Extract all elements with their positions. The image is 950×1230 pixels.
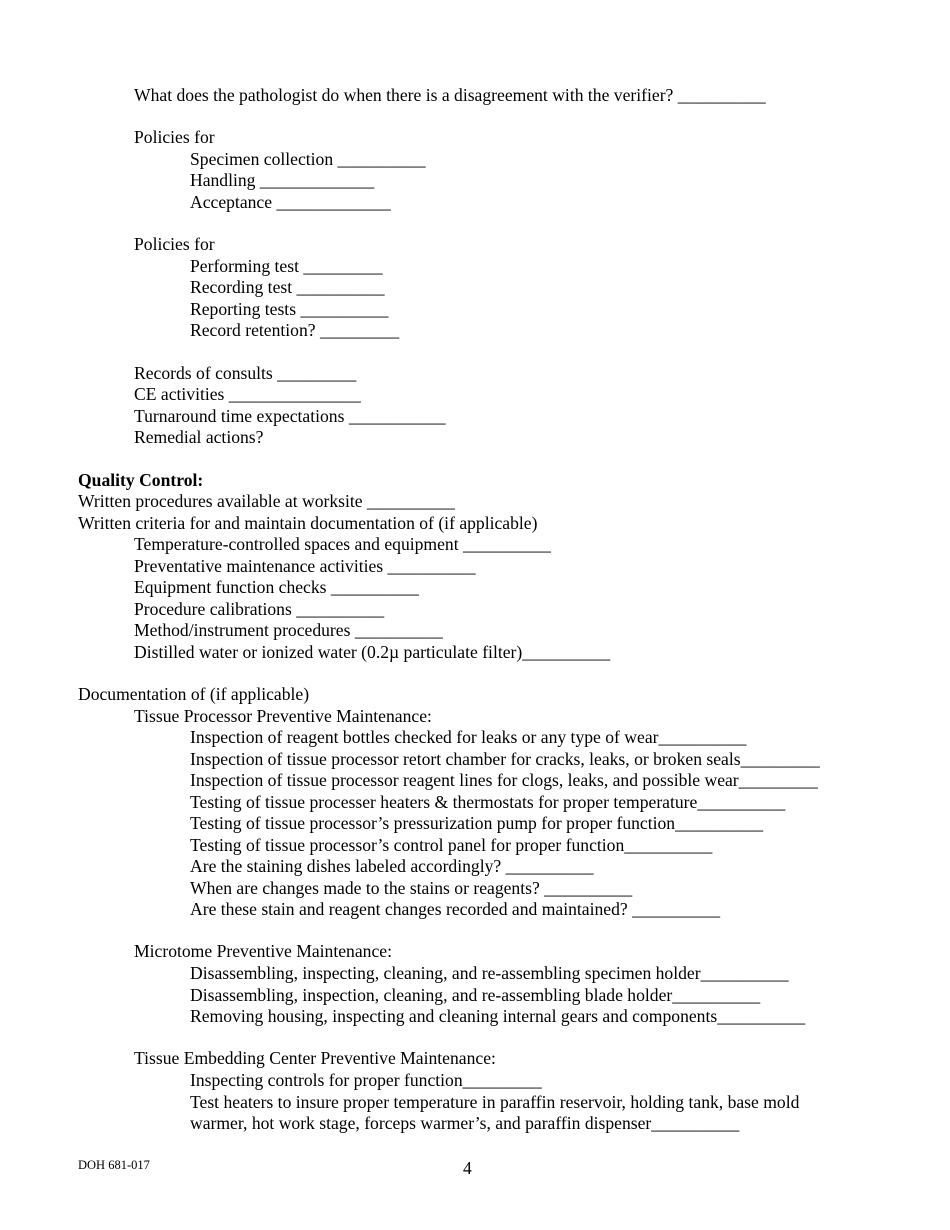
item-control-panel: Testing of tissue processor’s control panel for proper function__________ bbox=[190, 835, 713, 855]
heading-documentation: Documentation of (if applicable) bbox=[78, 684, 310, 704]
item-written-criteria: Written criteria for and maintain documentation of (if applicable) bbox=[78, 513, 538, 533]
item-remedial-actions: Remedial actions? bbox=[134, 427, 264, 447]
item-reporting-tests: Reporting tests __________ bbox=[190, 299, 389, 319]
item-recording-test: Recording test __________ bbox=[190, 277, 385, 297]
item-reagent-bottles: Inspection of reagent bottles checked for leaks or any type of wear__________ bbox=[190, 727, 747, 747]
page-number: 4 bbox=[463, 1158, 472, 1178]
item-turnaround-time: Turnaround time expectations ___________ bbox=[134, 406, 446, 426]
item-ce-activities: CE activities _______________ bbox=[134, 384, 361, 404]
heading-tissue-processor: Tissue Processor Preventive Maintenance: bbox=[134, 706, 432, 726]
item-records-of-consults: Records of consults _________ bbox=[134, 363, 357, 383]
item-staining-dishes: Are the staining dishes labeled accordingly? __________ bbox=[190, 856, 594, 876]
item-specimen-holder: Disassembling, inspecting, cleaning, and re-assembling specimen holder__________ bbox=[190, 963, 789, 983]
item-test-heaters: Test heaters to insure proper temperature in paraffin reservoir, holding tank, base mold bbox=[190, 1092, 800, 1112]
item-blade-holder: Disassembling, inspection, cleaning, and re-assembling blade holder__________ bbox=[190, 985, 761, 1005]
item-method-instrument-procedures: Method/instrument procedures __________ bbox=[134, 620, 443, 640]
item-acceptance: Acceptance _____________ bbox=[190, 192, 391, 212]
item-retort-chamber: Inspection of tissue processor retort chamber for cracks, leaks, or broken seals_________ bbox=[190, 749, 820, 769]
item-written-procedures: Written procedures available at worksite __________ bbox=[78, 491, 455, 511]
form-code: DOH 681-017 bbox=[78, 1158, 150, 1172]
item-handling: Handling _____________ bbox=[190, 170, 375, 190]
item-distilled-water: Distilled water or ionized water (0.2µ particulate filter)__________ bbox=[134, 642, 611, 662]
item-removing-housing: Removing housing, inspecting and cleaning internal gears and components__________ bbox=[190, 1006, 806, 1026]
heading-embedding-center: Tissue Embedding Center Preventive Maintenance: bbox=[134, 1048, 496, 1068]
item-inspecting-controls: Inspecting controls for proper function_________ bbox=[190, 1070, 542, 1090]
section-title-quality-control: Quality Control: bbox=[78, 470, 204, 490]
item-record-retention: Record retention? _________ bbox=[190, 320, 400, 340]
item-specimen-collection: Specimen collection __________ bbox=[190, 149, 426, 169]
item-pressurization-pump: Testing of tissue processor’s pressurization pump for proper function__________ bbox=[190, 813, 764, 833]
item-performing-test: Performing test _________ bbox=[190, 256, 383, 276]
item-reagent-lines: Inspection of tissue processor reagent lines for clogs, leaks, and possible wear_________ bbox=[190, 770, 818, 790]
item-equipment-function-checks: Equipment function checks __________ bbox=[134, 577, 419, 597]
item-procedure-calibrations: Procedure calibrations __________ bbox=[134, 599, 385, 619]
item-test-heaters-continued: warmer, hot work stage, forceps warmer’s, and paraffin dispenser__________ bbox=[190, 1113, 740, 1133]
item-changes-recorded: Are these stain and reagent changes recorded and maintained? __________ bbox=[190, 899, 721, 919]
item-stain-changes: When are changes made to the stains or reagents? __________ bbox=[190, 878, 633, 898]
question-pathologist-disagreement: What does the pathologist do when there is a disagreement with the verifier? __________ bbox=[134, 85, 766, 105]
heading-policies-testing: Policies for bbox=[134, 234, 215, 254]
heading-policies-specimen: Policies for bbox=[134, 127, 215, 147]
item-heaters-thermostats: Testing of tissue processer heaters & thermostats for proper temperature__________ bbox=[190, 792, 786, 812]
item-preventative-maintenance: Preventative maintenance activities __________ bbox=[134, 556, 476, 576]
heading-microtome: Microtome Preventive Maintenance: bbox=[134, 941, 392, 961]
item-temperature-controlled: Temperature-controlled spaces and equipment __________ bbox=[134, 534, 551, 554]
